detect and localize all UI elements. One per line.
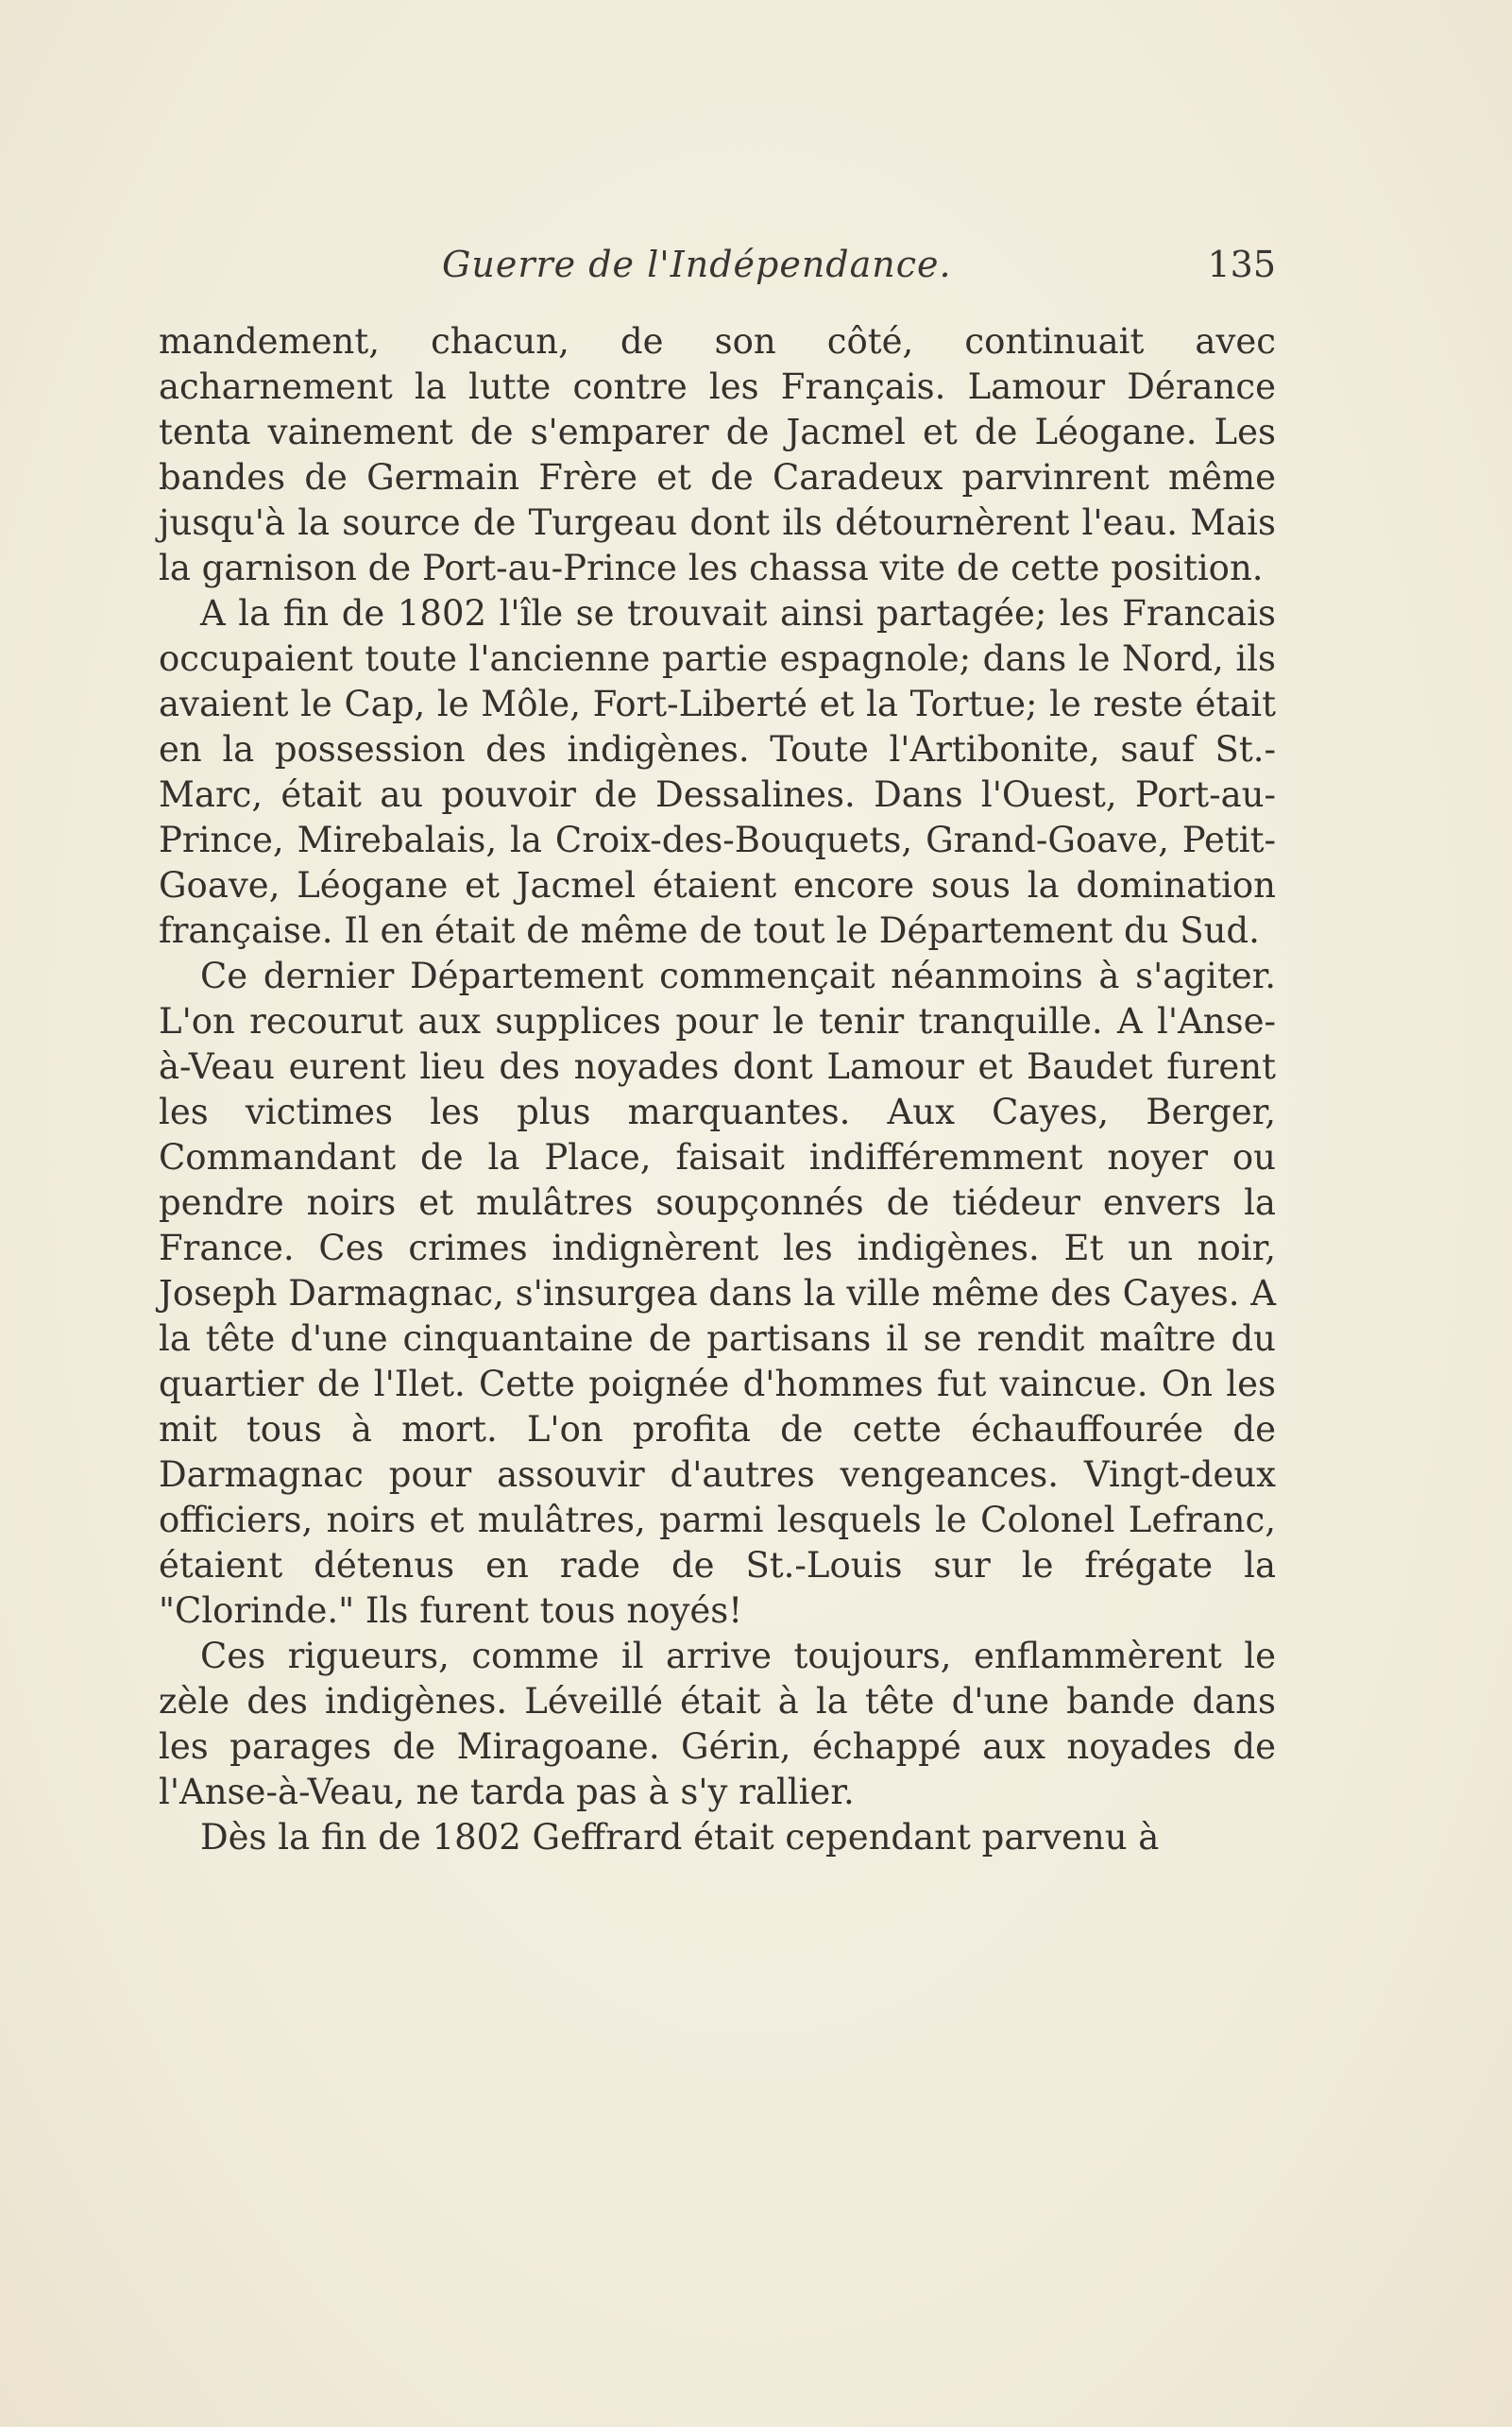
body-text xyxy=(159,319,1276,1860)
page-header xyxy=(159,244,1276,291)
running-title: Guerre de l'Indépendance. xyxy=(442,244,952,285)
paragraph: Ces rigueurs, comme il arrive toujours, enflammèrent le zèle des indigènes. Léveillé était à la tête d'une bande dans les parages de Miragoane. Gérin, échappé aux noyades de l'Anse-à-Veau, ne tarda pas à s'y rallier. xyxy=(159,1636,1276,1812)
paragraph-continuation: mandement, chacun, de son côté, continuait avec acharnement la lutte contre les Français. Lamour Dérance tenta vainement de s'emparer de Jacmel et de Léogane. Les bandes de Germain Frère et de Caradeux parvinrent même jusqu'à la source de Turgeau dont ils détournèrent l'eau. Mais la garnison de Port-au-Prince les chassa vite de cette position. xyxy=(159,321,1276,588)
paragraph: Ce dernier Département commençait néanmoins à s'agiter. L'on recourut aux supplices pour le tenir tranquille. A l'Anse-à-Veau eurent lieu des noyades dont Lamour et Baudet furent les victimes les plus marquantes. Aux Cayes, Berger, Commandant de la Place, faisait indifféremment noyer ou pendre noirs et mulâtres soupçonnés de tiédeur envers la France. Ces crimes indignèrent les indigènes. Et un noir, Joseph Darmagnac, s'insurgea dans la ville même des Cayes. A la tête d'une cinquantaine de partisans il se rendit maître du quartier de l'Ilet. Cette poignée d'hommes fut vaincue. On les mit tous à mort. L'on profita de cette échauffourée de Darmagnac pour assouvir d'autres vengeances. Vingt-deux officiers, noirs et mulâtres, parmi lesquels le Colonel Lefranc, étaient détenus en rade de St.-Louis sur le frégate la "Clorinde." Ils furent tous noyés! xyxy=(159,956,1276,1631)
paragraph: Dès la fin de 1802 Geffrard était cependant parvenu à xyxy=(200,1817,1160,1858)
page-number: 135 xyxy=(1207,244,1276,285)
paragraph: A la fin de 1802 l'île se trouvait ainsi partagée; les Francais occupaient toute l'ancienne partie espagnole; dans le Nord, ils avaient le Cap, le Môle, Fort-Liberté et la Tortue; le reste était en la possession des indigènes. Toute l'Artibonite, sauf St.-Marc, était au pouvoir de Dessalines. Dans l'Ouest, Port-au-Prince, Mirebalais, la Croix-des-Bouquets, Grand-Goave, Petit-Goave, Léogane et Jacmel étaient encore sous la domination française. Il en était de même de tout le Département du Sud. xyxy=(159,593,1276,951)
